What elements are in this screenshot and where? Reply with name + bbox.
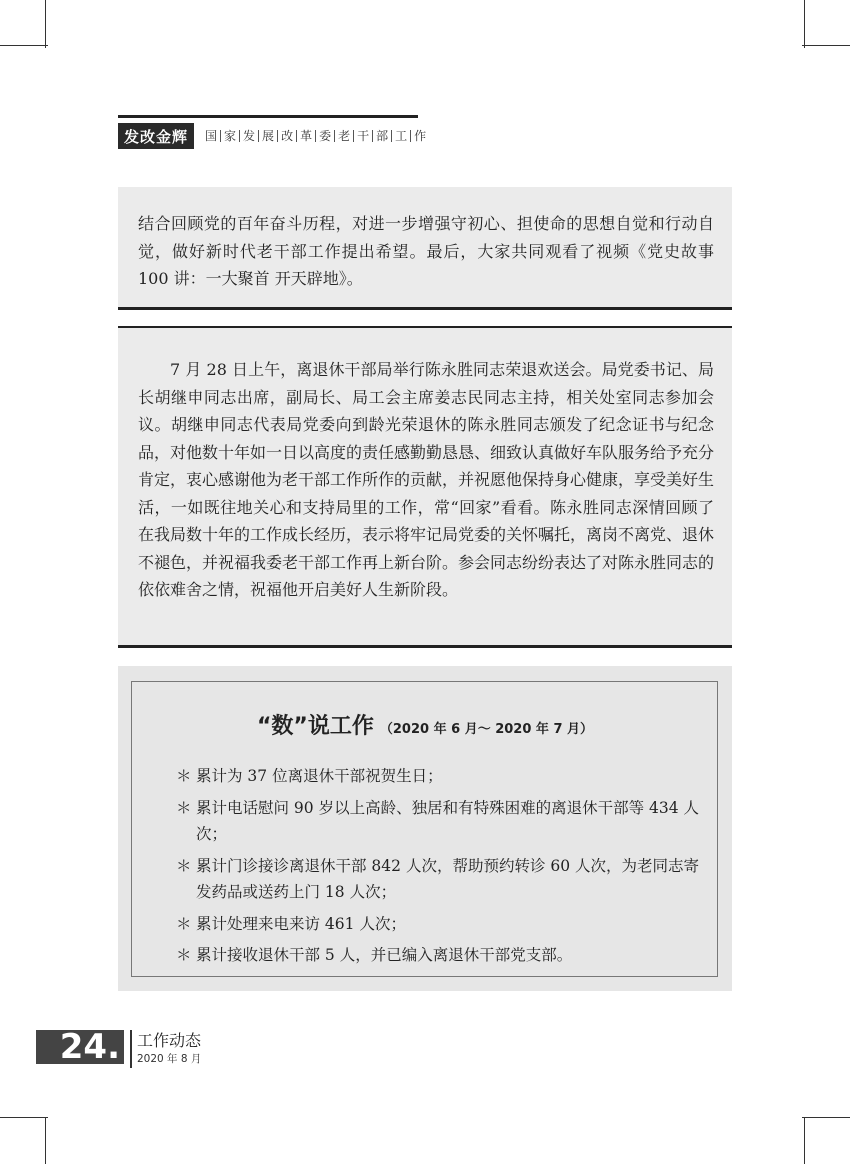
publication-title: 工作动态 [137,1031,202,1050]
page-number: 24. [36,1030,124,1064]
stats-item [176,795,706,848]
stats-item-text: 累计处理来电来访 461 人次； [196,914,406,933]
stats-box-period: （2020 年 6 月～ 2020 年 7 月） [379,722,594,737]
masthead-rule [118,115,418,118]
series-char: 作 [414,129,427,143]
series-char: 委 [319,129,332,143]
crop-mark [804,0,805,48]
stats-list [176,763,706,974]
bullet-asterisk: ＊ [176,914,192,933]
section-rule [118,307,732,310]
paragraph-continued: 结合回顾党的百年奋斗历程，对进一步增强守初心、担使命的思想自觉和行动自觉，做好新时代老干部工作提出希望。最后，大家共同观看了视频《党史故事 100 讲：一大聚首 开天辟地》。 [138,214,714,288]
crop-mark [45,1117,46,1164]
issue-date: 2020 年 8 月 [137,1053,202,1065]
crop-mark [0,1117,48,1118]
series-char: 干 [357,129,370,143]
series-char: 展 [262,129,275,143]
stats-item [176,853,706,906]
crop-mark [0,45,48,46]
stats-box-title: “数”说工作 [256,714,374,739]
stats-item-text: 累计电话慰问 90 岁以上高龄、独居和有特殊困难的离退休干部等 434 人次； [196,798,700,843]
series-char: 家 [224,129,237,143]
stats-item-text: 累计门诊接诊离退休干部 842 人次，帮助预约转诊 60 人次，为老同志寄发药品或送药上门 18 人次； [196,856,700,901]
series-char: 革 [300,129,313,143]
crop-mark [802,1117,850,1118]
series-title [202,127,429,144]
bullet-asterisk: ＊ [176,767,192,785]
stats-item-text: 累计接收退休干部 5 人，并已编入离退休干部党支部。 [196,946,573,964]
series-char: 改 [281,129,294,143]
paragraph-retirement-event: 7 月 28 日上午，离退休干部局举行陈永胜同志荣退欢送会。局党委书记、局长胡继申同志出席，副局长、局工会主席姜志民同志主持，相关处室同志参加会议。胡继申同志代表局党委向到龄光荣退休的陈永胜同志颁发了纪念证书与纪念品，对他数十年如一日以高度的责任感勤勤恳恳、细致认真做好车队服务给予充分肯定，衷心感谢他为老干部工作所作的贡献，并祝愿他保持身心健康，享受美好生活，一如既往地关心和支持局里的工作，常“回家”看看。陈永胜同志深情回顾了在我局数十年的工作成长经历，表示将牢记局党委的关怀嘱托，离岗不离党、退休不褪色，并祝福我委老干部工作再上新台阶。参会同志纷纷表达了对陈永胜同志的依依难舍之情，祝福他开启美好人生新阶段。 [138,360,715,599]
series-char: 国 [205,129,218,143]
series-char: 部 [376,129,389,143]
series-char: 发 [243,129,256,143]
bullet-asterisk: ＊ [176,798,192,817]
crop-mark [802,45,850,46]
stats-item [176,942,706,969]
brand-logo: 发改金辉 [118,123,194,149]
crop-mark [804,1117,805,1164]
series-char: 工 [395,129,408,143]
bullet-asterisk: ＊ [176,946,192,964]
section-rule [118,645,732,648]
stats-item [176,911,706,938]
crop-mark [45,0,46,48]
series-char: 老 [338,129,351,143]
stats-box-heading [0,709,850,740]
stats-item-text: 累计为 37 位离退休干部祝贺生日； [196,767,443,785]
bullet-asterisk: ＊ [176,856,192,875]
footer-divider [130,1030,132,1068]
stats-item [176,763,706,790]
